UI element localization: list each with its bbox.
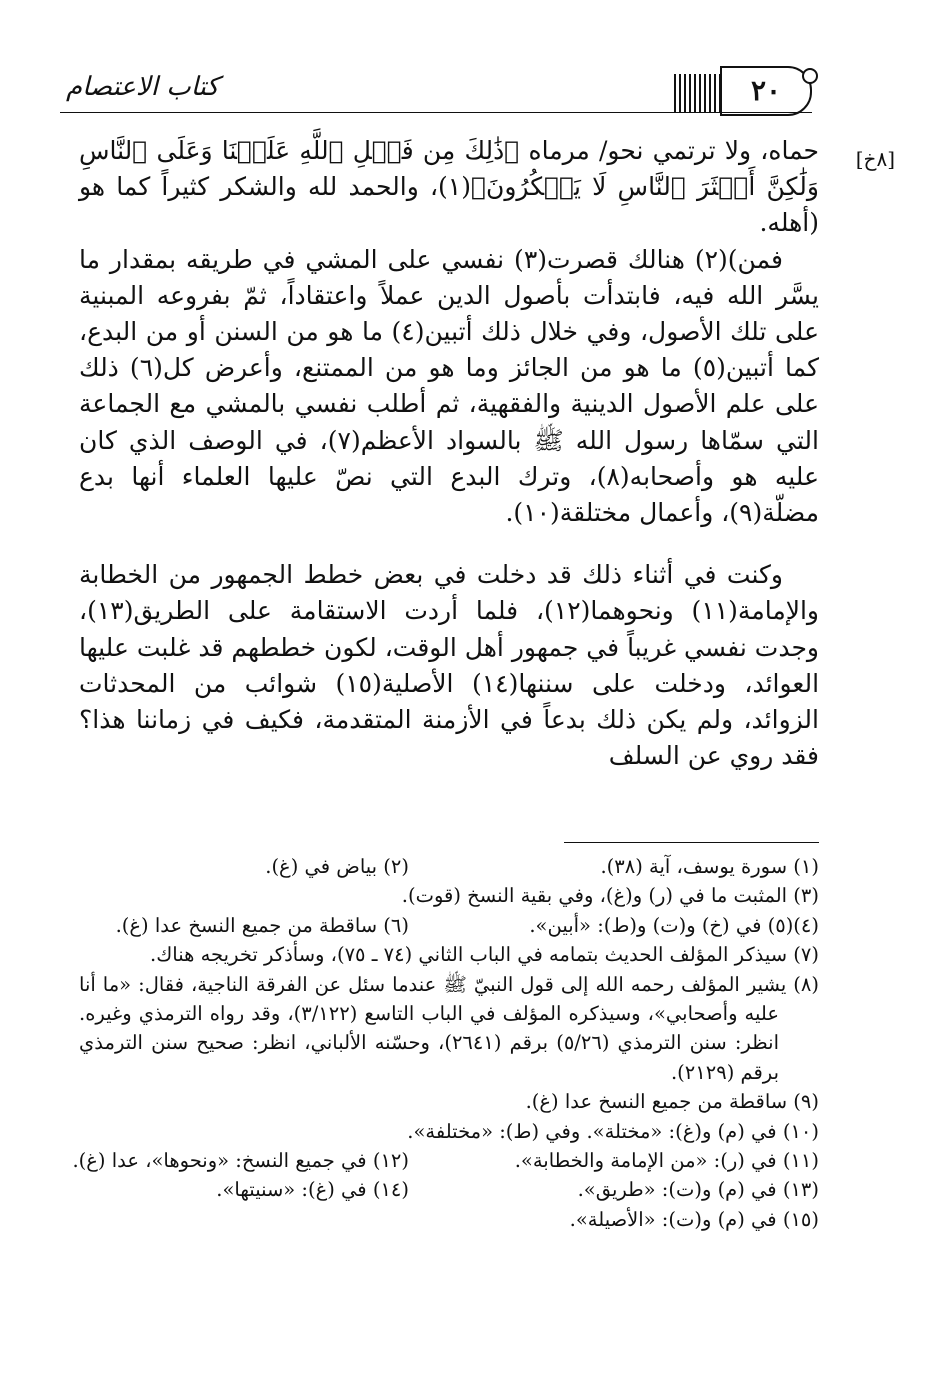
- page-number-badge: [720, 66, 812, 116]
- footnote-4-5: (٤)(٥) في (خ) و(ت) و(ط): «أبين».: [529, 913, 819, 937]
- paragraph-3: وكنت في أثناء ذلك قد دخلت في بعض خطط الجمهور من الخطابة والإمامة(١١) ونحوهما(١٢)، فلما أردت الاستقامة على الطريق(١٣)، وجدت نفسي غريباً في جمهور أهل الوقت، لكون خططهم قد غلبت عليها العوائد، ودخلت على سننها(١٤) الأصلية(١٥) شوائب من المحدثات الزوائد، ولم يكن ذلك بدعاً في الأزمنة المتقدمة، فكيف في زماننا هذا؟ فقد روي عن السلف: [79, 560, 820, 771]
- paragraph-2: فمن)(٢) هنالك قصرت(٣) نفسي على المشي في طريقه بمقدار ما يسَّر الله فيه، فابتدأت بأصول الدين عملاً واعتقاداً، ثمّ بفروعه المبنية على تلك الأصول، وفي خلال ذلك أتبين(٤) ما هو من السنن أو من البدع، كما أتبين(٥) ما هو من الجائز وما هو من الممتنع، وأعرض كل(٦) ذلك على علم الأصول الدينية والفقهية، ثم أطلب نفسي بالمشي مع الجماعة التي سمّاها رسول الله ﷺ بالسواد الأعظم(٧)، في الوصف الذي كان عليه هو وأصحابه(٨)، وترك البدع التي نصّ عليها العلماء أنها بدع مضلّة(٩)، وأعمال مختلقة(١٠).: [79, 244, 820, 528]
- footnote-14: (١٤) في (غ): «سنيتها».: [216, 1178, 409, 1202]
- header-rule: [60, 112, 812, 113]
- footnote-10: (١٠) في (م) و(غ): «مختلة». وفي (ط): «مختلفة».: [407, 1119, 819, 1143]
- footnote-13: (١٣) في (م) و(ت): «طريق».: [577, 1178, 819, 1202]
- footnote-row: [72, 1146, 819, 1175]
- running-title: كتاب الاعتصام: [66, 72, 219, 102]
- footnote-15: (١٥) في (م) و(ت): «الأصيلة».: [569, 1207, 819, 1231]
- page-header: [60, 60, 812, 118]
- footnote-6: (٦) ساقطة من جميع النسخ عدا (غ).: [115, 913, 409, 937]
- badge-ornament-icon: [802, 68, 818, 84]
- footnote-1: (١) سورة يوسف، آية (٣٨).: [600, 855, 819, 878]
- footnote-9: (٩) ساقطة من جميع النسخ عدا (غ).: [525, 1090, 819, 1114]
- main-text: [79, 133, 819, 774]
- footnote-3: (٣) المثبت ما في (ر) و(غ)، وفي بقية النسخ (قوت).: [401, 884, 819, 908]
- footnote-separator: [564, 842, 819, 843]
- footnote-8: (٨) يشير المؤلف رحمه الله إلى قول النبيّ ﷺ عندما سئل عن الفرقة الناجية، فقال: «ما أنا عليه وأصحابي»، وسيذكره المؤلف في الباب التاسع (٣/١٢٢)، وقد رواه الترمذي وغيره. انظر: سنن الترمذي (٥/٢٦) برقم (٢٦٤١)، وحسّنه الألباني، انظر: صحيح سنن الترمذي برقم (٢١٢٩).: [79, 972, 819, 1084]
- header-ornament: [674, 74, 720, 112]
- footnote-12: (١٢) في جميع النسخ: «ونحوها»، عدا (غ).: [72, 1149, 409, 1173]
- page-number: ٢٠: [750, 74, 782, 107]
- footnote-row: [79, 911, 819, 940]
- footnote-row: [79, 852, 819, 881]
- footnote-row: [79, 1175, 819, 1204]
- footnote-2: (٢) بياض في (غ).: [265, 855, 409, 878]
- footnote-11: (١١) في (ر): «من الإمامة والخطابة».: [514, 1149, 819, 1173]
- footnote-7: (٧) سيذكر المؤلف الحديث بتمامه في الباب الثاني (٧٤ ـ ٧٥)، وسأذكر تخريجه هناك.: [150, 943, 819, 967]
- manuscript-folio-note: [٨خ]: [855, 147, 895, 171]
- paragraph-1: حماه، ولا ترتمي نحو/ مرماه ﴿ذَٰلِكَ مِن فَضۡلِ ٱللَّهِ عَلَيۡنَا وَعَلَى ٱلنَّاسِ وَلَٰكِنَّ أَكۡثَرَ ٱلنَّاسِ لَا يَشۡكُرُونَ﴾(١)، والحمد لله والشكر كثيراً كما هو (أهله.: [79, 136, 819, 238]
- footnotes: [72, 852, 819, 1234]
